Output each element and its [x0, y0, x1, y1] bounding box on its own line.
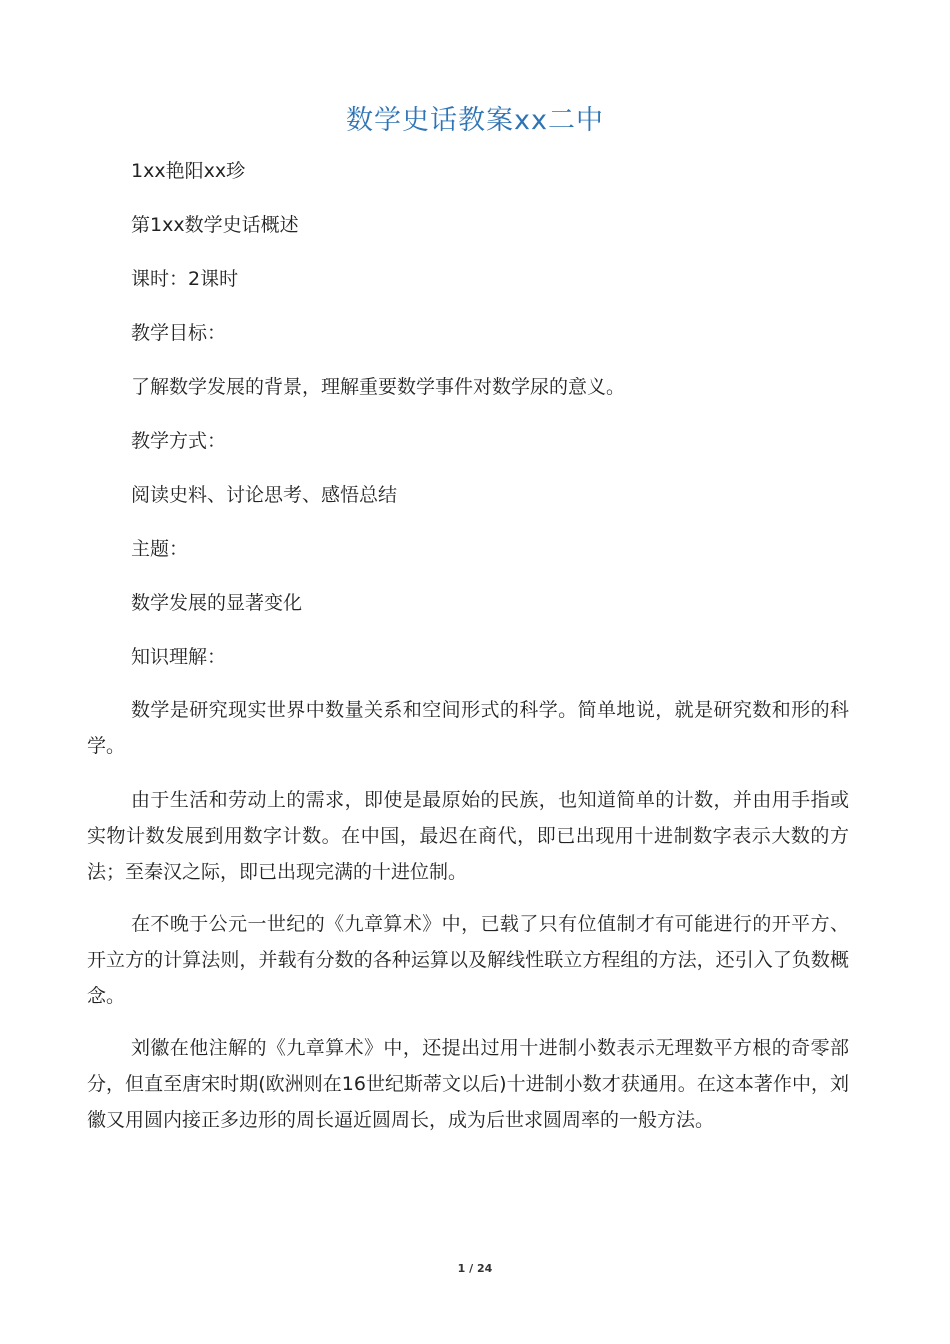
- method-text: 阅读史料、讨论思考、感悟总结: [131, 484, 398, 506]
- objectives-text: 了解数学发展的背景，理解重要数学事件对数学尿的意义。: [131, 376, 626, 398]
- document-title: 数学史话教案xx二中: [346, 105, 604, 136]
- author-line: 1xx艳阳xx珍: [131, 160, 246, 182]
- body-paragraph: 由于生活和劳动上的需求，即使是最原始的民族，也知道简单的计数，并由用手指或实物计数发展到用数字计数。在中国，最迟在商代，即已出现用十进制数字表示大数的方法；至秦汉之际，即已出现完满的十进位制。: [87, 789, 849, 883]
- body-paragraph: 刘徽在他注解的《九章算术》中，还提出过用十进制小数表示无理数平方根的奇零部分，但直至唐宋时期(欧洲则在16世纪斯蒂文以后)十进制小数才获通用。在这本著作中，刘徽又用圆内接正多边形的周长逼近圆周长，成为后世求圆周率的一般方法。: [87, 1037, 849, 1131]
- knowledge-label: 知识理解：: [131, 646, 227, 668]
- objectives-label: 教学目标：: [131, 322, 227, 344]
- theme-label: 主题：: [131, 538, 189, 560]
- chapter-line: 第1xx数学史话概述: [131, 214, 299, 236]
- method-label: 教学方式：: [131, 430, 227, 452]
- class-hours-line: 课时：2课时: [131, 268, 239, 290]
- theme-text: 数学发展的显著变化: [131, 592, 303, 614]
- body-paragraph: 数学是研究现实世界中数量关系和空间形式的科学。简单地说，就是研究数和形的科学。: [87, 699, 849, 757]
- page-indicator: 1 / 24: [457, 1262, 493, 1275]
- body-paragraph: 在不晚于公元一世纪的《九章算术》中，已载了只有位值制才有可能进行的开平方、开立方的计算法则，并载有分数的各种运算以及解线性联立方程组的方法，还引入了负数概念。: [87, 913, 849, 1007]
